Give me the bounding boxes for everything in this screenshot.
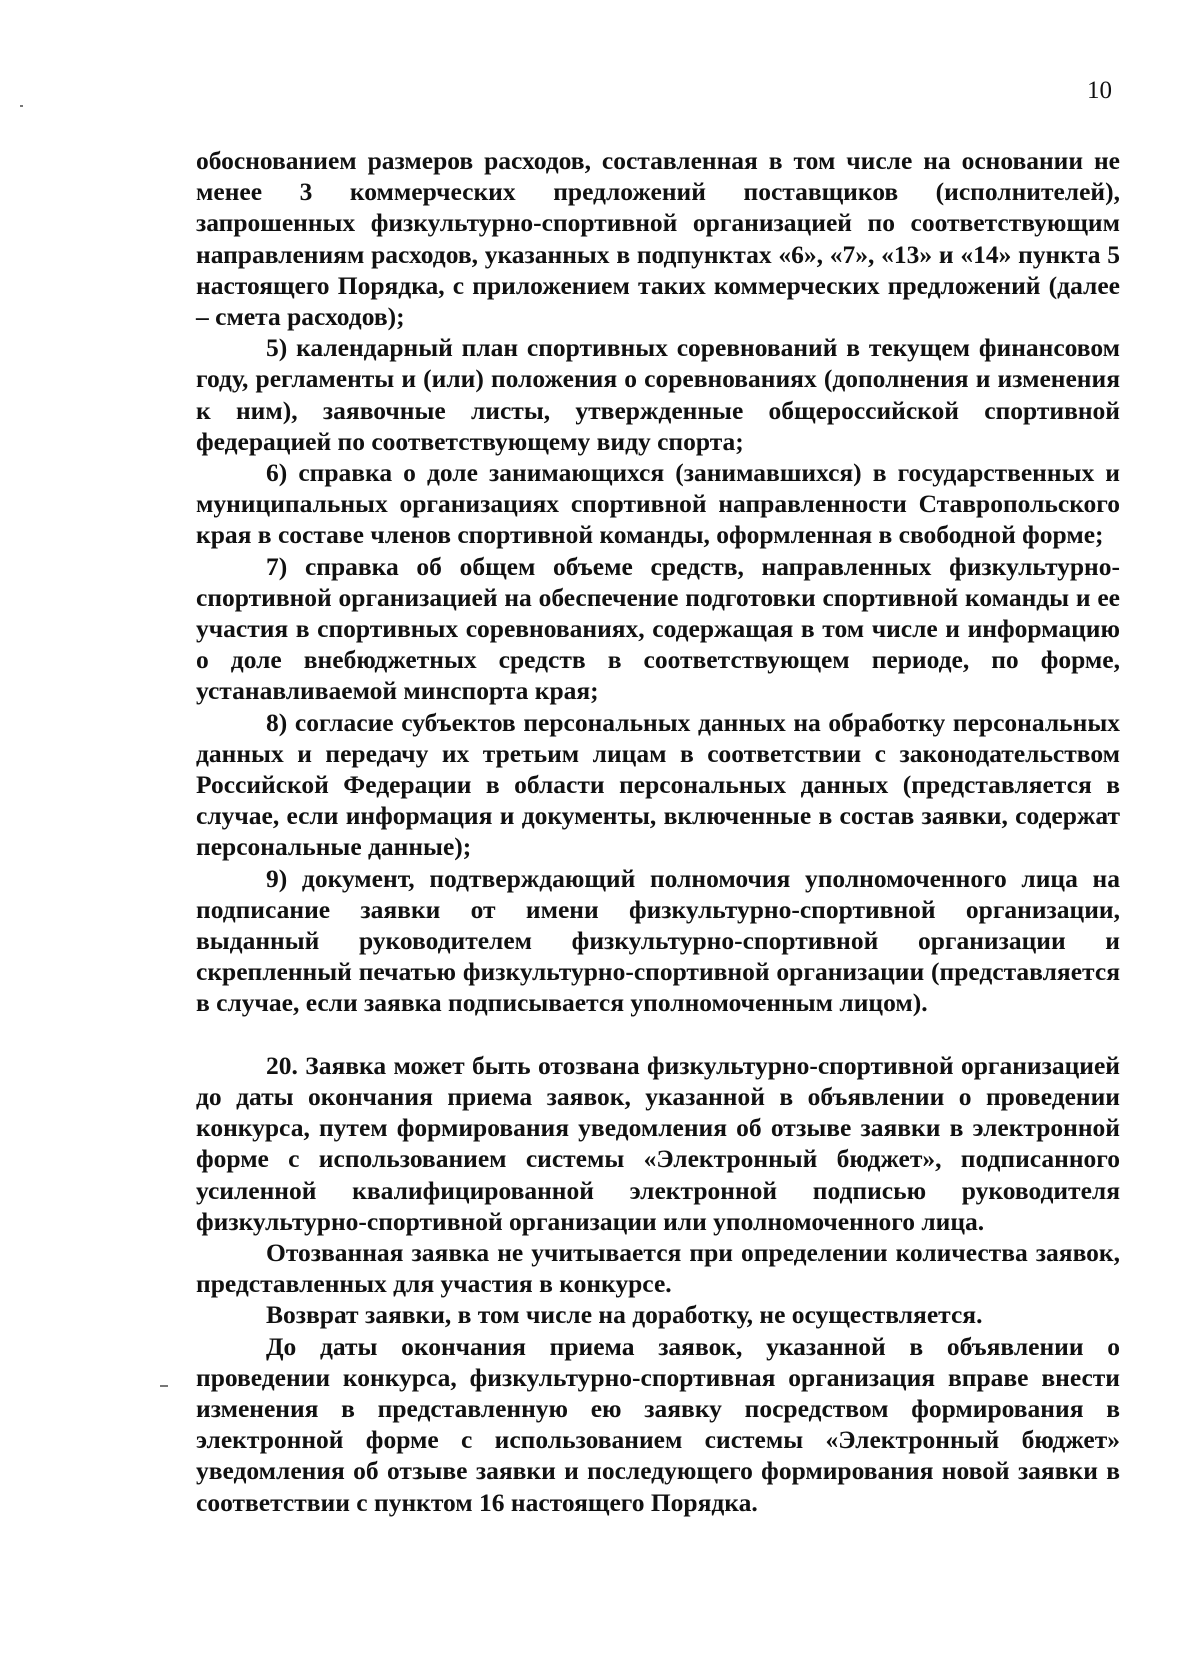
paragraph-amendment-procedure: До даты окончания приема заявок, указанной в объявлении о проведении конкурса, физкультурно-спортивная организация вправе внести изменения в представленную ею заявку посредством формирования в электронной форме с использованием системы «Электронный бюджет» уведомления об отзыве заявки и последующего формирования новой заявки в соответствии с пунктом 16 настоящего Порядка. bbox=[196, 1331, 1120, 1517]
paragraph-item-7-funds-reference: 7) справка об общем объеме средств, направленных физкультурно-спортивной организацией на обеспечение подготовки спортивной команды и ее участия в спортивных соревнованиях, содержащая в том числе и информацию о доле внебюджетных средств в соответствующем периоде, по форме, устанавливаемой минспорта края; bbox=[196, 551, 1120, 706]
paragraph-item-9-authority-document: 9) документ, подтверждающий полномочия уполномоченного лица на подписание заявки от имени физкультурно-спортивной организации, выданный руководителем физкультурно-спортивной организации и скрепленный печатью физкультурно-спортивной организации (представляется в случае, если заявка подписывается уполномоченным лицом). bbox=[196, 863, 1120, 1018]
paragraph-no-return: Возврат заявки, в том числе на доработку, не осуществляется. bbox=[266, 1300, 983, 1330]
paragraph-item-8-personal-data-consent: 8) согласие субъектов персональных данных на обработку персональных данных и передачу их третьим лицам в соответствии с законодательством Российской Федерации в области персональных данных (представляется в случае, если информация и документы, включенные в состав заявки, содержат персональные данные); bbox=[196, 707, 1120, 862]
paragraph-cost-estimate-continuation: обоснованием размеров расходов, составленная в том числе на основании не менее 3 коммерческих предложений поставщиков (исполнителей), запрошенных физкультурно-спортивной организацией по соответствующим направлениям расходов, указанных в подпунктах «6», «7», «13» и «14» пункта 5 настоящего Порядка, с приложением таких коммерческих предложений (далее – смета расходов); bbox=[196, 146, 1120, 332]
scan-speck bbox=[20, 105, 23, 107]
paragraph-clause-20-withdrawal: 20. Заявка может быть отозвана физкультурно-спортивной организацией до даты окончания приема заявок, указанной в объявлении о проведении конкурса, путем формирования уведомления об отзыве заявки в электронной форме с использованием системы «Электронный бюджет», подписанного усиленной квалифицированной электронной подписью руководителя физкультурно-спортивной организации или уполномоченного лица. bbox=[196, 1050, 1120, 1236]
paragraph-withdrawn-not-counted: Отозванная заявка не учитывается при определении количества заявок, представленных для участия в конкурсе. bbox=[196, 1237, 1120, 1299]
document-body bbox=[196, 145, 1120, 1518]
page-number: 10 bbox=[1087, 77, 1112, 104]
paragraph-item-5-competition-calendar: 5) календарный план спортивных соревнований в текущем финансовом году, регламенты и (или) положения о соревнованиях (дополнения и изменения к ним), заявочные листы, утвержденные общероссийской спортивной федерацией по соответствующему виду спорта; bbox=[196, 333, 1120, 456]
paragraph-item-6-share-reference: 6) справка о доле занимающихся (занимавшихся) в государственных и муниципальных организациях спортивной направленности Ставропольского края в составе членов спортивной команды, оформленная в свободной форме; bbox=[196, 458, 1120, 550]
scan-speck bbox=[160, 1385, 168, 1387]
